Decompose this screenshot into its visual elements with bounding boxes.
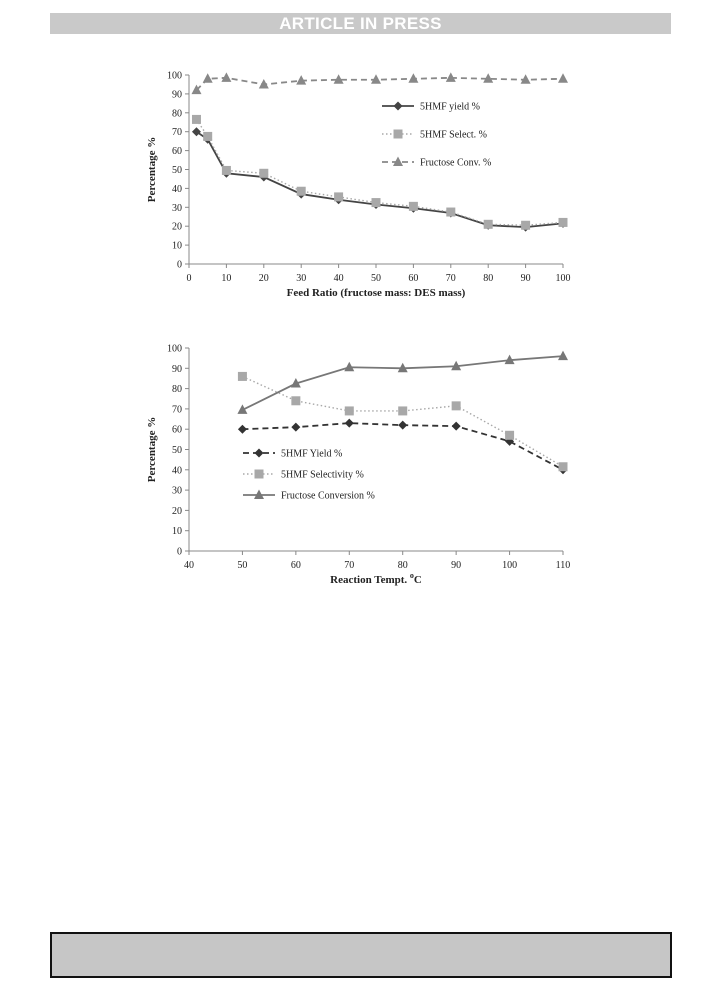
- y-axis-label: Percentage %: [146, 416, 158, 483]
- y-tick-label: 80: [172, 384, 182, 396]
- y-tick-label: 100: [167, 343, 182, 355]
- y-tick-label: 60: [172, 146, 182, 158]
- x-tick-label: 80: [483, 273, 494, 284]
- x-tick-label: 90: [520, 273, 531, 284]
- y-tick-label: 50: [172, 445, 182, 456]
- data-point-square: [446, 208, 455, 217]
- x-tick-label: 110: [555, 560, 571, 571]
- x-tick-label: 50: [371, 273, 381, 284]
- x-tick-label: 80: [397, 560, 408, 571]
- legend-marker-diamond: [394, 102, 403, 111]
- data-point-triangle: [203, 73, 213, 83]
- data-point-square: [372, 198, 381, 207]
- data-point-triangle: [259, 79, 269, 89]
- series-line: [196, 129, 563, 227]
- x-tick-label: 60: [408, 273, 419, 284]
- data-point-square: [192, 115, 201, 124]
- x-tick-label: 70: [344, 560, 355, 571]
- x-tick-label: 40: [184, 560, 194, 571]
- y-tick-label: 20: [172, 221, 182, 233]
- x-tick-label: 30: [296, 273, 307, 284]
- legend-label: 5HMF Select. %: [420, 129, 487, 141]
- series-1: [192, 127, 568, 231]
- data-point-square: [484, 220, 493, 229]
- y-tick-label: 0: [177, 546, 182, 558]
- series-3: [191, 72, 568, 94]
- series-2: [192, 115, 568, 230]
- legend-label: Fructose Conversion %: [281, 490, 375, 502]
- y-tick-label: 50: [172, 165, 182, 176]
- x-tick-label: 50: [237, 560, 248, 571]
- data-point-triangle: [558, 73, 568, 83]
- x-tick-label: 40: [333, 273, 344, 284]
- x-tick-label: 90: [451, 560, 462, 571]
- data-point-square: [334, 192, 343, 201]
- x-tick-label: 20: [258, 273, 269, 284]
- y-tick-label: 0: [177, 259, 182, 271]
- x-axis-label: Reaction Tempt. $^o$C: [330, 571, 422, 586]
- series-line: [196, 119, 563, 225]
- data-point-square: [409, 202, 418, 211]
- x-tick-label: 10: [221, 273, 232, 284]
- y-tick-label: 40: [172, 465, 182, 477]
- x-tick-label: 60: [290, 560, 301, 571]
- y-tick-label: 90: [172, 89, 182, 101]
- data-point-square: [297, 187, 306, 196]
- y-tick-label: 100: [167, 70, 182, 82]
- data-point-triangle: [221, 72, 231, 82]
- x-tick-label: 100: [555, 273, 571, 284]
- data-point-square: [559, 218, 568, 227]
- legend-label: 5HMF Yield %: [281, 448, 343, 460]
- y-tick-label: 60: [172, 424, 182, 436]
- y-tick-label: 10: [172, 526, 182, 538]
- x-axis-label-degree: o: [409, 571, 414, 580]
- data-point-square: [222, 166, 231, 175]
- legend-marker-square: [394, 130, 403, 139]
- x-tick-label: 0: [186, 273, 192, 284]
- article-in-press-banner: ARTICLE IN PRESS: [50, 13, 671, 34]
- legend-label: Fructose Conv. %: [420, 157, 492, 169]
- x-axis-label-unit: C: [413, 574, 422, 586]
- y-tick-label: 30: [172, 485, 182, 497]
- y-tick-label: 90: [172, 363, 182, 375]
- legend-label: 5HMF yield %: [420, 101, 480, 113]
- y-tick-label: 20: [172, 505, 182, 517]
- y-tick-label: 40: [172, 183, 182, 195]
- y-axis-label: Percentage %: [146, 136, 158, 203]
- data-point-square: [203, 132, 212, 141]
- y-tick-label: 30: [172, 202, 182, 214]
- x-axis-label: Feed Ratio (fructose mass: DES mass): [286, 287, 466, 299]
- y-tick-label: 70: [172, 127, 182, 139]
- x-tick-label: 70: [445, 273, 456, 284]
- x-tick-label: 100: [502, 560, 518, 571]
- data-point-square: [521, 221, 530, 230]
- legend-label: 5HMF Selectivity %: [281, 469, 364, 481]
- series-line: [196, 78, 563, 90]
- footer-box: [50, 932, 672, 978]
- y-tick-label: 10: [172, 240, 182, 252]
- y-tick-label: 80: [172, 108, 182, 120]
- data-point-square: [259, 169, 268, 178]
- y-tick-label: 70: [172, 404, 182, 416]
